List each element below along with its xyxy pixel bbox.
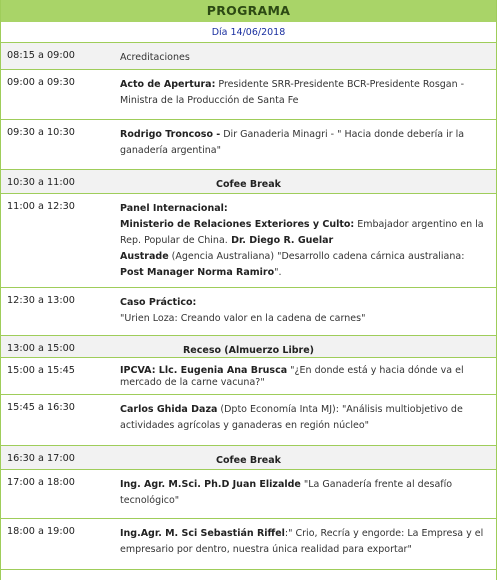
panel-item-ministry: Ministerio de Relaciones Exteriores y Culto: Embajador argentino en la Rep. Popular de China. Dr. Diego R. Guelar [120,219,484,246]
row-time: 11:00 a 12:30 [7,201,75,212]
schedule-row [1,193,496,287]
break-row [1,445,496,469]
schedule-row [1,119,496,169]
row-time: 17:00 a 18:00 [7,477,75,488]
row-text: "La Ganadería frente al desafío tecnológico" [120,479,453,506]
row-text: (Dpto Economía Inta MJ): "Análisis multiobjetivo de actividades agrícolas y ganaderas en región núcleo" [120,404,463,431]
row-time: 10:30 a 11:00 [7,177,75,188]
row-bold: Acto de Apertura: [120,79,216,90]
schedule-row [1,69,496,119]
row-content: Cofee Break [216,455,281,466]
row-bold: Ing.Agr. M. Sci Sebastián Riffel [120,528,285,539]
schedule-row [1,42,496,69]
schedule-row [1,287,496,335]
schedule-row [1,394,496,445]
row-text: :" Crio, Recría y engorde: La Empresa y el empresario por dentro, nuestra única realidad para exportar" [120,528,484,555]
row-content [120,402,486,434]
row-time: 15:00 a 15:45 [7,365,75,376]
row-time: 18:00 a 19:00 [7,526,75,537]
row-time: 09:00 a 09:30 [7,77,75,88]
panel-title: Panel Internacional: [120,203,228,214]
row-content [120,50,486,66]
row-bold: IPCVA: Llc. Eugenia Ana Brusca [120,365,288,376]
row-time: 12:30 a 13:00 [7,295,75,306]
row-content [120,201,486,281]
row-text: Dir Ganaderia Minagri - " Hacia donde debería ir la ganadería argentina" [120,129,465,156]
row-content [120,127,486,159]
row-content: Receso (Almuerzo Libre) [182,345,314,356]
break-row [1,169,496,193]
row-content [120,526,486,558]
row-bold: Rodrigo Troncoso - [120,129,221,140]
break-row [1,335,496,357]
row-bold: Ing. Agr. M.Sci. Ph.D Juan Elizalde [120,479,301,490]
row-time: 09:30 a 10:30 [7,127,75,138]
row-content [120,365,486,389]
row-bold: Carlos Ghida Daza [120,404,218,415]
program-date: Día 14/06/2018 [1,22,496,42]
row-bold: Caso Práctico: [120,297,197,308]
row-content [120,77,486,109]
program-title: PROGRAMA [1,0,496,22]
schedule-row [1,518,496,570]
row-content [120,477,486,509]
schedule-row [1,357,496,394]
row-time: 16:30 a 17:00 [7,453,75,464]
row-time: 13:00 a 15:00 [7,343,75,354]
row-text: Acreditaciones [120,52,190,63]
row-time: 08:15 a 09:00 [7,50,75,61]
schedule-row [1,469,496,518]
row-text: "¿En donde está y hacia dónde va el mercado de la carne vacuna?" [120,365,464,388]
row-content: Cofee Break [216,179,281,190]
panel-item-austrade: Austrade (Agencia Australiana) "Desarrollo cadena cárnica australiana: Post Manager Norma Ramiro". [120,251,465,278]
row-time: 15:45 a 16:30 [7,402,75,413]
row-content [120,295,486,327]
row-text: "Urien Loza: Creando valor en la cadena de carnes" [120,313,366,324]
row-text: Presidente SRR-Presidente BCR-Presidente Rosgan - Ministra de la Producción de Santa Fe [120,79,465,106]
